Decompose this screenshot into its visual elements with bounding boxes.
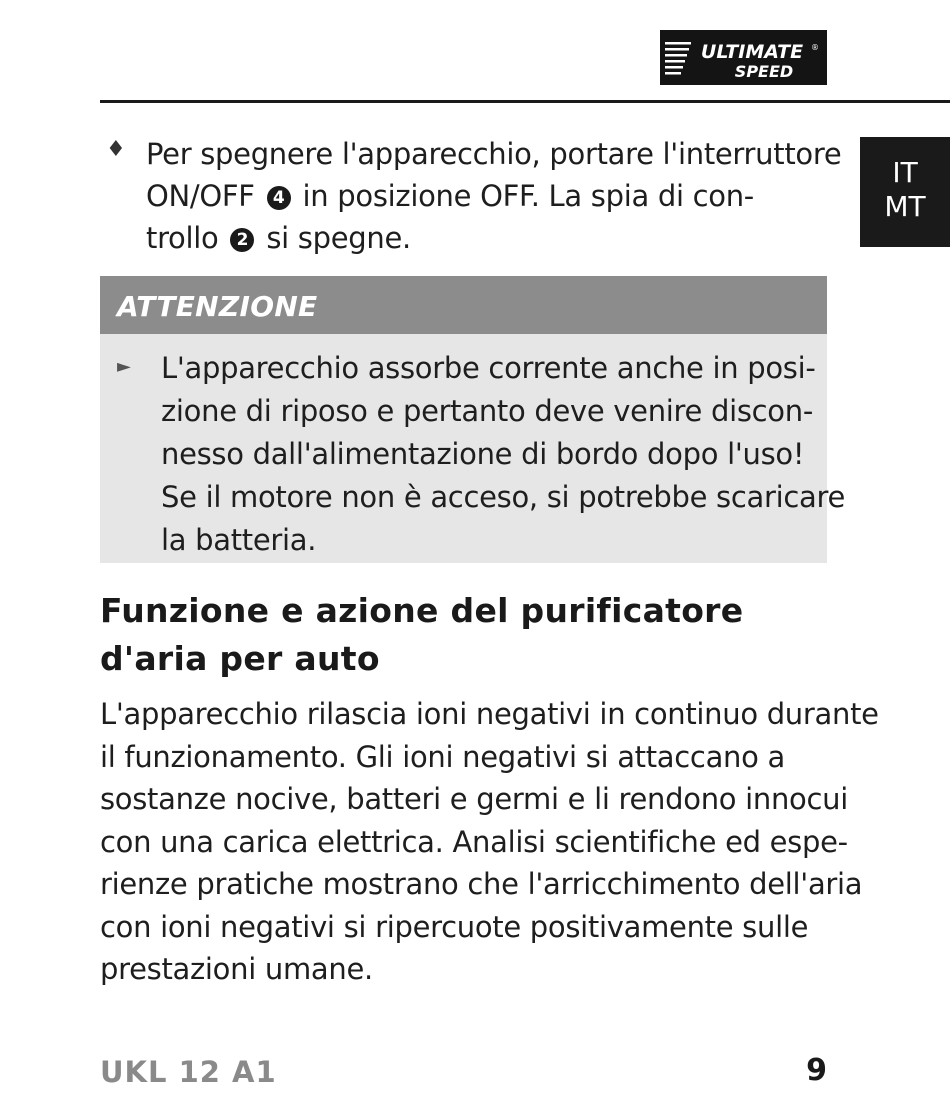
- body-line: L'apparecchio rilascia ioni negativi in continuo durante: [100, 697, 879, 731]
- body-line: con ioni negativi si ripercuote positivamente sulle: [100, 909, 809, 944]
- section-heading: [100, 587, 743, 683]
- lamp-reference-number: 2: [230, 228, 254, 252]
- warning-line: Se il motore non è acceso, si potrebbe scaricare: [161, 480, 845, 514]
- instruction-line-1: Per spegnere l'apparecchio, portare l'interruttore: [146, 137, 842, 171]
- logo-line1: ULTIMATE: [700, 41, 804, 63]
- instruction-line-2-end: in posizione OFF. La spia di con-: [302, 179, 754, 213]
- brand-logo: [660, 30, 827, 85]
- body-line: il funzionamento. Gli ioni negativi si attaccano a: [100, 739, 785, 774]
- warning-box: [100, 276, 845, 563]
- warning-line: zione di riposo e pertanto deve venire discon-: [161, 394, 813, 428]
- instruction-line-2-start: ON/OFF: [146, 179, 255, 213]
- language-code-mt: MT: [884, 190, 926, 223]
- language-code-it: IT: [892, 156, 918, 189]
- footer-page-number: 9: [806, 1053, 827, 1088]
- section-heading-line: Funzione e azione del purificatore: [100, 591, 744, 630]
- warning-line: la batteria.: [161, 523, 317, 557]
- body-line: con una carica elettrica. Analisi scientifiche ed espe-: [100, 824, 848, 859]
- warning-line: L'apparecchio assorbe corrente anche in posi-: [161, 351, 816, 385]
- warning-heading: ATTENZIONE: [100, 276, 827, 334]
- diamond-bullet-icon: ♦: [106, 137, 126, 162]
- switch-reference-number: 4: [267, 186, 291, 210]
- footer-model-number: UKL 12 A1: [100, 1055, 277, 1089]
- section-heading-line: d'aria per auto: [100, 639, 380, 678]
- instruction-bullet: [100, 133, 842, 259]
- warning-text: [161, 347, 845, 562]
- header-divider: [100, 100, 950, 103]
- arrow-bullet-icon: ►: [117, 356, 131, 377]
- instruction-line-3-end: si spegne.: [266, 221, 411, 255]
- logo-registered-mark: ®: [811, 43, 819, 52]
- body-line: prestazioni umane.: [100, 952, 373, 986]
- language-tab: [860, 137, 950, 247]
- instruction-line-3-start: trollo: [146, 221, 219, 255]
- instruction-text: [146, 133, 842, 259]
- instruction-line-2: [146, 175, 820, 217]
- body-line: rienze pratiche mostrano che l'arricchimento dell'aria: [100, 867, 863, 901]
- body-line: sostanze nocive, batteri e germi e li rendono innocui: [100, 782, 848, 816]
- logo-line2: SPEED: [734, 62, 794, 81]
- instruction-line-3: [146, 217, 820, 259]
- section-body: [100, 693, 879, 991]
- warning-line: nesso dall'alimentazione di bordo dopo l'uso!: [161, 437, 805, 471]
